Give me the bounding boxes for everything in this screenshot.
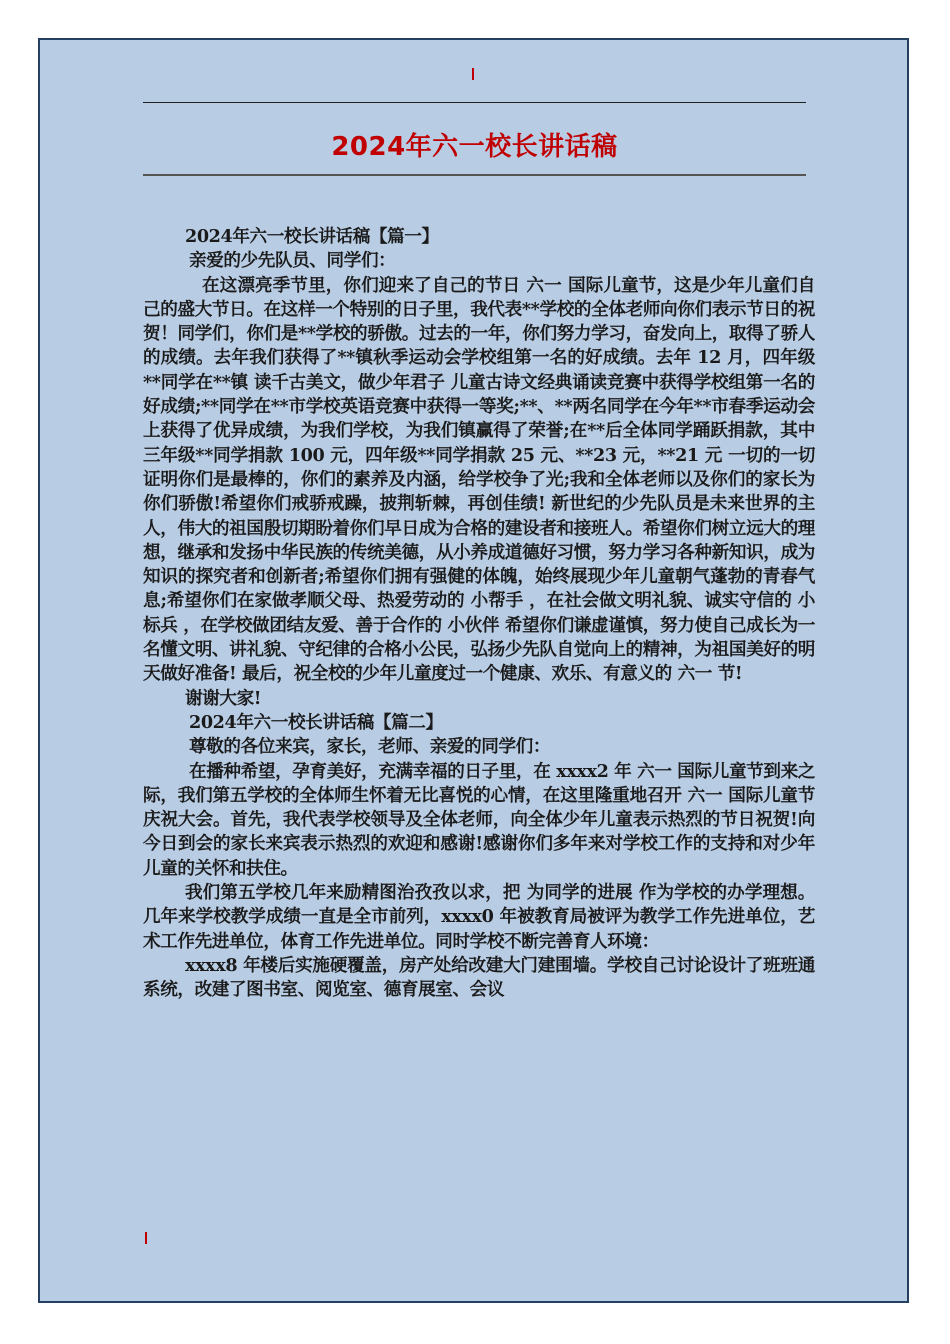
document-title: 2024年六一校长讲话稿	[331, 132, 618, 162]
paragraph-4: xxxx8 年楼后实施硬覆盖，房产处给改建大门建围墙。学校自己讨论设计了班班通系统，改建了图书室、阅览室、德育展室、会议	[143, 954, 815, 1001]
paragraph-1: 在这漂亮季节里，你们迎来了自己的节日 六一 国际儿童节，这是少年儿童们自己的盛大节日。在这样一个特别的日子里，我代表**学校的全体老师向你们表示节日的祝贺！同学们，你们是**学校的骄傲。过去的一年，你们努力学习，奋发向上，取得了骄人的成绩。去年我们获得了**镇秋季运动会学校组第一名的好成绩。去年 12 月，四年级**同学在**镇 读千古美文，做少年君子 儿童古诗文经典诵读竞赛中获得学校组第一名的好成绩;**同学在**市学校英语竞赛中获得一等奖;**、**两名同学在今年**市春季运动会上获得了优异成绩，为我们学校，为我们镇赢得了荣誉;在**后全体同学踊跃捐款，其中三年级**同学捐款 100 元，四年级**同学捐款 25 元、**23 元，**21 元 一切的一切证明你们是最棒的，你们的素养及内涵，给学校争了光;我和全体老师以及你们的家长为你们骄傲!希望你们戒骄戒躁，披荆斩棘，再创佳绩! 新世纪的少先队员是未来世界的主人，伟大的祖国殷切期盼着你们早日成为合格的建设者和接班人。希望你们树立远大的理想，继承和发扬中华民族的传统美德，从小养成道德好习惯，努力学习各种新知识，成为知识的探究者和创新者;希望你们拥有强健的体魄，始终展现少年儿童朝气蓬勃的青春气息;希望你们在家做孝顺父母、热爱劳动的 小帮手 ，在社会做文明礼貌、诚实守信的 小标兵 ，在学校做团结友爱、善于合作的 小伙伴 希望你们谦虚谨慎，努力使自己成长为一名懂文明、讲礼貌、守纪律的合格小公民，弘扬少先队自觉向上的精神，为祖国美好的明天做好准备! 最后，祝全校的少年儿童度过一个健康、欢乐、有意义的 六一 节!	[143, 274, 815, 685]
header-mark	[472, 68, 474, 80]
top-rule	[143, 102, 806, 103]
greeting-2: 尊敬的各位来宾，家长，老师、亲爱的同学们：	[189, 736, 551, 758]
paragraph-3: 我们第五学校几年来励精图治孜孜以求，把 为同学的进展 作为学校的办学理想。几年来学校教学成绩一直是全市前列，xxxx0 年被教育局被评为教学工作先进单位，艺术工作先进单位，体育工作先进单位。同时学校不断完善育人环境：	[143, 882, 815, 952]
thanks-line: 谢谢大家!	[185, 687, 262, 709]
footer-mark	[145, 1232, 147, 1244]
title-rule	[143, 174, 806, 176]
section-heading-1: 2024年六一校长讲话稿【篇一】	[185, 226, 439, 247]
greeting-1: 亲爱的少先队员、同学们：	[189, 250, 396, 272]
section-heading-2: 2024年六一校长讲话稿【篇二】	[189, 711, 443, 733]
document-body	[143, 225, 815, 1003]
paragraph-2: 在播种希望，孕育美好，充满幸福的日子里，在 xxxx2 年 六一 国际儿童节到来之际，我们第五学校的全体师生怀着无比喜悦的心情，在这里隆重地召开 六一 国际儿童节庆祝大会。首先，我代表学校领导及全体老师，向全体少年儿童表示热烈的节日祝贺!向今日到会的家长来宾表示热烈的欢迎和感谢!感谢你们多年来对学校工作的支持和对少年儿童的关怀和扶住。	[143, 760, 815, 879]
